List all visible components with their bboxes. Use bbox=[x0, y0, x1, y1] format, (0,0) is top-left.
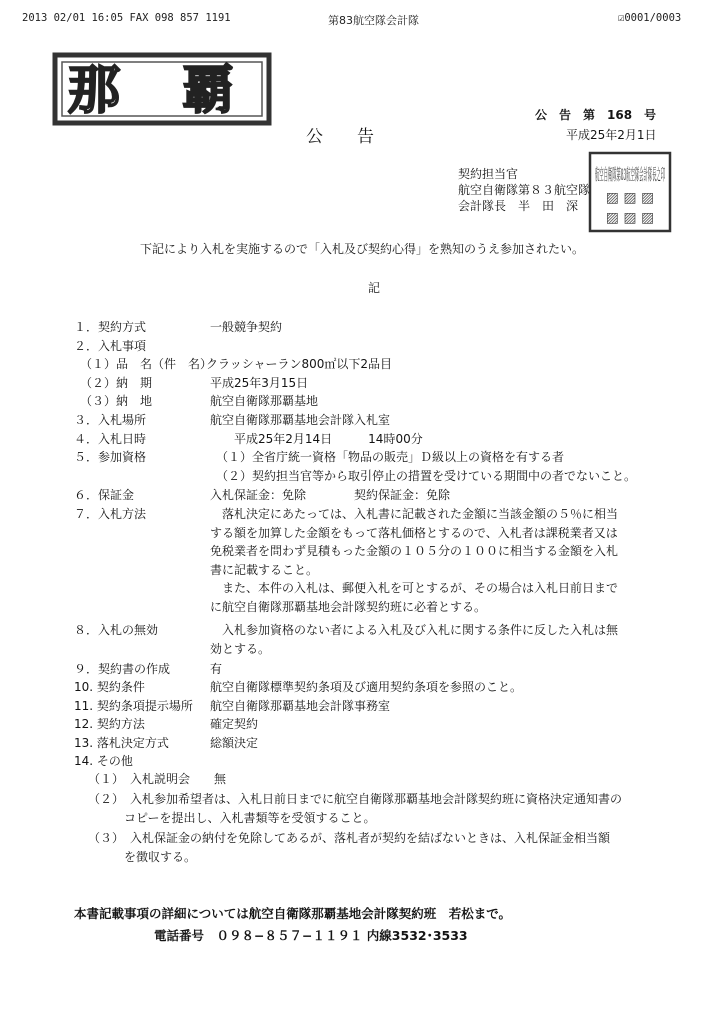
item-value: 総額決定 bbox=[210, 736, 259, 750]
item-contract-document bbox=[74, 660, 223, 678]
item-contract-terms bbox=[74, 678, 523, 696]
item-label: ２．入札事項 bbox=[74, 339, 147, 353]
item-label: ４．入札日時 bbox=[74, 432, 147, 446]
bid-method-line: 免税業者を問わず見積もった金額の１０５分の１００に相当する金額を入札 bbox=[210, 544, 619, 558]
item-award-method bbox=[74, 734, 259, 752]
bid-method-label: ７．入札方法 bbox=[74, 507, 147, 521]
seal-text: 航空自衛隊第83航空隊会計隊長之印 bbox=[595, 165, 665, 184]
contact-note: 本書記載事項の詳細については航空自衛隊那覇基地会計隊契約班 若松まで。 bbox=[74, 906, 512, 921]
item-label: 14. その他 bbox=[74, 754, 133, 768]
item-label: 10. 契約条件 bbox=[74, 680, 145, 694]
item-label: ６．保証金 bbox=[74, 488, 135, 502]
contractor-unit-tail: 隊 bbox=[578, 183, 591, 197]
item-value: 航空自衛隊那覇基地会計隊事務室 bbox=[210, 699, 391, 713]
contractor-title: 契約担当官 bbox=[458, 167, 519, 181]
item-terms-location bbox=[74, 697, 391, 715]
item-value: 平成25年2月14日 14時00分 bbox=[210, 432, 423, 446]
contractor-name: 会計隊長 半 田 深 bbox=[458, 199, 579, 213]
item-label: ９．契約書の作成 bbox=[74, 662, 171, 676]
item-product-name bbox=[80, 355, 393, 373]
fax-header-page bbox=[618, 12, 681, 24]
item-contract-type bbox=[74, 715, 259, 733]
item-deposit bbox=[74, 486, 451, 504]
item-value: 確定契約 bbox=[210, 717, 259, 731]
fax-header-sender: 2013 02/01 16:05 FAX 098 857 1191 bbox=[22, 12, 231, 24]
svg-text:▨ ▨ ▨: ▨ ▨ ▨ bbox=[605, 210, 655, 226]
others-line: （３） 入札保証金の納付を免除してあるが、落札者が契約を結ばないときは、入札保証金相当額 bbox=[88, 830, 611, 845]
stamp-text: 那 覇 bbox=[67, 60, 257, 121]
item-value: 入札保証金：免除 契約保証金：免除 bbox=[210, 488, 451, 502]
item-bid-place bbox=[74, 411, 391, 429]
invalid-line: 効とする。 bbox=[210, 642, 271, 656]
bid-method-line: 書に記載すること。 bbox=[210, 562, 319, 577]
item-bid-matters bbox=[74, 337, 146, 355]
naha-stamp bbox=[52, 52, 272, 126]
item-label: ３．入札場所 bbox=[74, 413, 147, 427]
checkbox-icon: ☑ bbox=[618, 12, 625, 24]
item-value: 平成25年3月15日 bbox=[210, 376, 309, 390]
item-value: クラッシャーラン800㎡以下2品目 bbox=[206, 357, 393, 371]
item-label: 13. 落札決定方式 bbox=[74, 736, 169, 750]
item-delivery-place bbox=[80, 392, 319, 410]
invalid-text bbox=[210, 621, 618, 659]
item-label: 12. 契約方法 bbox=[74, 717, 145, 731]
bid-method-line: に航空自衛隊那覇基地会計隊契約班に必着とする。 bbox=[210, 599, 487, 614]
item-qualification bbox=[74, 448, 565, 466]
contractor-unit bbox=[458, 181, 590, 198]
notice-number: 公 告 第 168 号 bbox=[535, 108, 657, 122]
contractor-unit-text: 航空自衛隊第８３航空 bbox=[458, 183, 579, 197]
item-delivery-date bbox=[80, 374, 309, 392]
item-value: 航空自衛隊那覇基地会計隊入札室 bbox=[210, 413, 391, 427]
item-label: （２）納 期 bbox=[80, 376, 153, 390]
bid-method-line: 落札決定にあたっては、入札書に記載された金額に当該金額の５％に相当 bbox=[210, 507, 619, 521]
item-value: （１）全省庁統一資格「物品の販売」Ｄ級以上の資格を有する者 bbox=[216, 450, 565, 464]
item-bid-datetime bbox=[74, 430, 423, 448]
bid-method-line: また、本件の入札は、郵便入札を可とするが、その場合は入札日前日まで bbox=[210, 581, 619, 595]
item-value: 有 bbox=[210, 662, 223, 676]
item-others bbox=[74, 752, 133, 770]
invalid-label: ８．入札の無効 bbox=[74, 623, 159, 637]
bid-method-line: する額を加算した金額をもって落札価格とするので、入札者は課税業者又は bbox=[210, 525, 618, 540]
item-value: （２）契約担当官等から取引停止の措置を受けている期間中の者でないこと。 bbox=[216, 469, 637, 483]
item-label: ５．参加資格 bbox=[74, 450, 147, 464]
official-seal bbox=[587, 150, 673, 234]
bid-method-text bbox=[210, 505, 618, 616]
fax-page-number: 0001/0003 bbox=[624, 12, 682, 24]
contact-phone: 電話番号 ０９８−８５７−１１９１ 内線3532･3533 bbox=[154, 928, 468, 943]
intro-text: 下記により入札を実施するので「入札及び契約心得」を熟知のうえ参加されたい。 bbox=[140, 242, 585, 256]
others-list bbox=[88, 770, 622, 868]
others-line: （１） 入札説明会 無 bbox=[88, 772, 227, 786]
item-label: （１）品 名（件 名） bbox=[80, 357, 213, 371]
svg-text:▨ ▨ ▨: ▨ ▨ ▨ bbox=[605, 190, 655, 206]
item-value: 航空自衛隊標準契約条項及び適用契約条項を参照のこと。 bbox=[210, 680, 523, 694]
item-label: 11. 契約条項提示場所 bbox=[74, 699, 193, 713]
others-line: コピーを提出し、入札書類等を受領すること。 bbox=[88, 811, 376, 825]
fax-header-unit: 第83航空隊会計隊 bbox=[328, 14, 419, 27]
page-title: 公 告 bbox=[306, 127, 374, 147]
notice-date: 平成25年2月1日 bbox=[566, 128, 657, 142]
item-label: １．契約方式 bbox=[74, 320, 147, 334]
item-value: 一般競争契約 bbox=[210, 320, 283, 334]
others-line: （２） 入札参加希望者は、入札日前日までに航空自衛隊那覇基地会計隊契約班に資格決定通知書の bbox=[88, 791, 623, 806]
invalid-line: 入札参加資格のない者による入札及び入札に関する条件に反した入札は無 bbox=[210, 623, 619, 637]
item-label: （３）納 地 bbox=[80, 394, 153, 408]
item-contract-method bbox=[74, 318, 283, 336]
others-line: を徴収する。 bbox=[88, 850, 197, 864]
item-value: 航空自衛隊那覇基地 bbox=[210, 394, 319, 408]
ki-heading: 記 bbox=[368, 281, 381, 295]
